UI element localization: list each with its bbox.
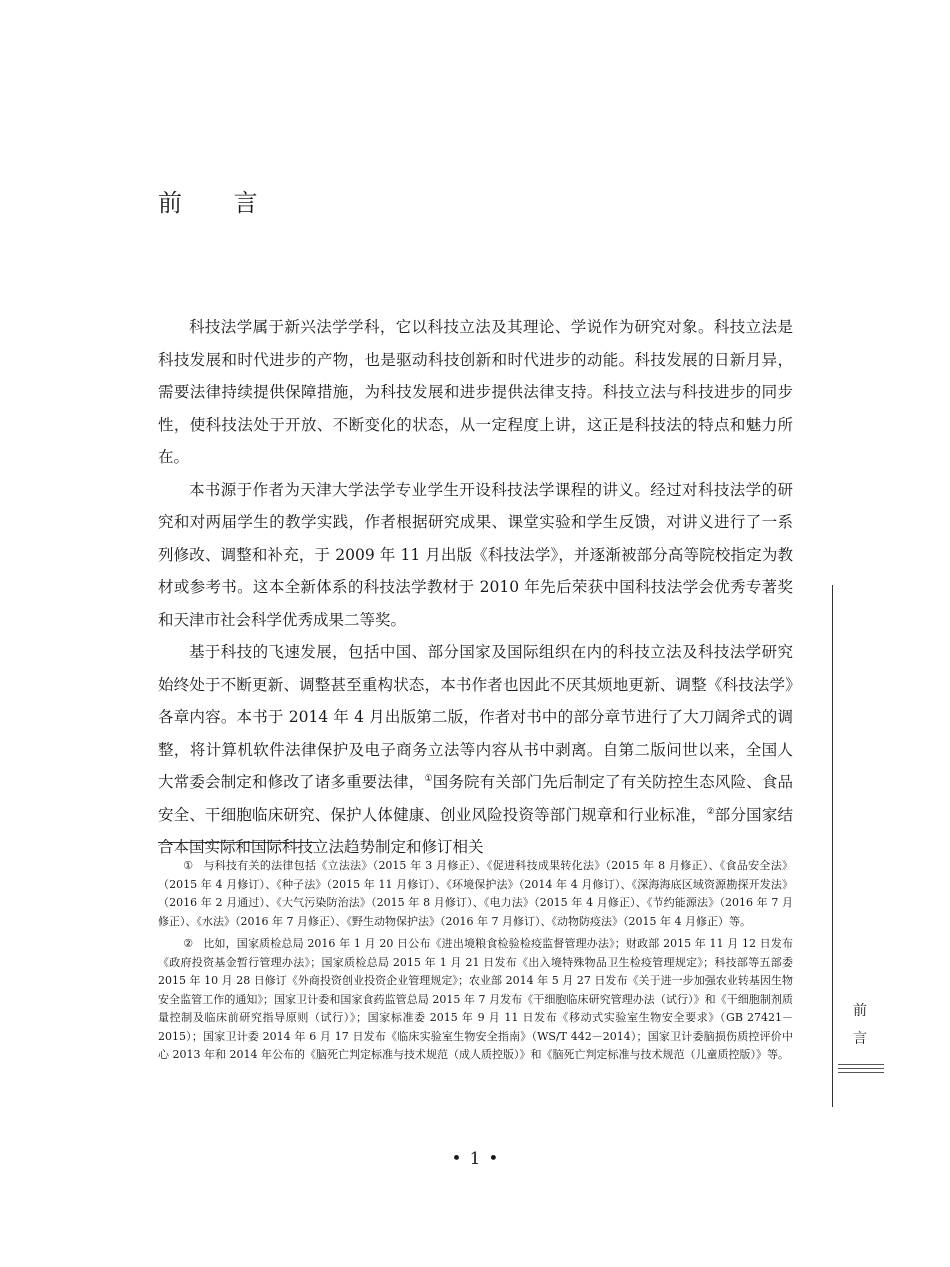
footnote-ref-1[interactable]: ① [424, 773, 433, 784]
side-section-label [850, 997, 870, 1053]
body-text [158, 311, 793, 864]
side-label-char-2: 言 [853, 1031, 867, 1047]
paragraph-1 [158, 311, 793, 474]
margin-vertical-rule [832, 585, 833, 1107]
footnote-1-text: 与科技有关的法律包括《立法法》（2015 年 3 月修正）、《促进科技成果转化法》（2015 年 8 月修正）、《食品安全法》（2015 年 4 月修订）、《种子法》（2015 年 11 月修订）、《环境保护法》（2014 年 4 月修订）、《深海海底区域资源勘探开发法》（2016 年 2 月通过）、《大气污染防治法》（2015 年 8 月修订）、《电力法》（2015 年 4 月修正）、《节约能源法》（2016 年 7 月修正）、《水法》（2016 年 7 月修正）、《野生动物保护法》（2016 年 7 月修订）、《动物防疫法》（2015 年 4 月修正）等。 [158, 859, 793, 928]
page-number-dot-left: • [451, 1149, 462, 1169]
page-number-dot-right: • [488, 1149, 499, 1169]
side-label-char-1: 前 [853, 1003, 867, 1019]
footnote-2-mark: ② [183, 937, 194, 950]
paragraph-3-text-c: 部分国家结合本国实际和国际科技立法趋势制定和修订相关 [158, 805, 793, 856]
footnote-ref-2[interactable]: ② [706, 806, 715, 817]
page-number [0, 1149, 950, 1169]
footnote-2 [158, 935, 793, 1065]
paragraph-1-text: 科技法学属于新兴法学学科，它以科技立法及其理论、学说作为研究对象。科技立法是科技发展和时代进步的产物，也是驱动科技创新和时代进步的动能。科技发展的日新月异，需要法律持续提供保障措施，为科技发展和进步提供法律支持。科技立法与科技进步的同步性，使科技法处于开放、不断变化的状态，从一定程度上讲，这正是科技法的特点和魅力所在。 [158, 318, 793, 466]
footnote-1 [158, 857, 793, 931]
footnotes [158, 857, 793, 1069]
page-title: 前 言 [158, 189, 280, 217]
paragraph-2 [158, 474, 793, 637]
paragraph-3-text-b: 国务院有关部门先后制定了有关防控生态风险、食品安全、干细胞临床研究、保护人体健康、创业风险投资等部门规章和行业标准， [158, 773, 793, 824]
footnote-2-text: 比如，国家质检总局 2016 年 1 月 20 日公布《进出境粮食检验检疫监督管理办法》；财政部 2015 年 11 月 12 日发布《政府投资基金暂行管理办法》；国家质检总局 2015 年 1 月 21 日发布《出入境特殊物品卫生检疫管理规定》；科技部等五部委 2015 年 10 月 28 日修订《外商投资创业投资企业管理规定》；农业部 2014 年 5 月 27 日发布《关于进一步加强农业转基因生物安全监管工作的通知》；国家卫计委和国家食药监管总局 2015 年 7 月发布《干细胞临床研究管理办法（试行）》和《干细胞制剂质量控制及临床前研究指导原则（试行）》；国家标准委 2015 年 9 月 11 日发布《移动式实验室生物安全要求》（GB 27421－2015）；国家卫计委 2014 年 6 月 17 日发布《临床实验室生物安全指南》（WS/T 442－2014）；国家卫计委脑损伤质控评价中心 2013 年和 2014 年公布的《脑死亡判定标准与技术规范（成人质控版）》和《脑死亡判定标准与技术规范（儿童质控版）》等。 [158, 937, 793, 1061]
paragraph-2-text: 本书源于作者为天津大学法学专业学生开设科技法学课程的讲义。经过对科技法学的研究和对两届学生的教学实践，作者根据研究成果、课堂实验和学生反馈，对讲义进行了一系列修改、调整和补充，于 2009 年 11 月出版《科技法学》，并逐渐被部分高等院校指定为教材或参考书。这本全新体系的科技法学教材于 2010 年先后荣获中国科技法学会优秀专著奖和天津市社会科学优秀成果二等奖。 [158, 480, 793, 629]
paragraph-3 [158, 636, 793, 864]
page-number-value: 1 [469, 1149, 481, 1169]
side-decoration-lines [838, 1064, 884, 1076]
paragraph-3-text-a: 基于科技的飞速发展，包括中国、部分国家及国际组织在内的科技立法及科技法学研究始终处于不断更新、调整甚至重构状态，本书作者也因此不厌其烦地更新、调整《科技法学》各章内容。本书于 2014 年 4 月出版第二版，作者对书中的部分章节进行了大刀阔斧式的调整，将计算机软件法律保护及电子商务立法等内容从书中剥离。自第二版问世以来，全国人大常委会制定和修改了诸多重要法律， [158, 643, 793, 791]
footnote-divider [158, 842, 318, 843]
footnote-1-mark: ① [183, 859, 194, 872]
